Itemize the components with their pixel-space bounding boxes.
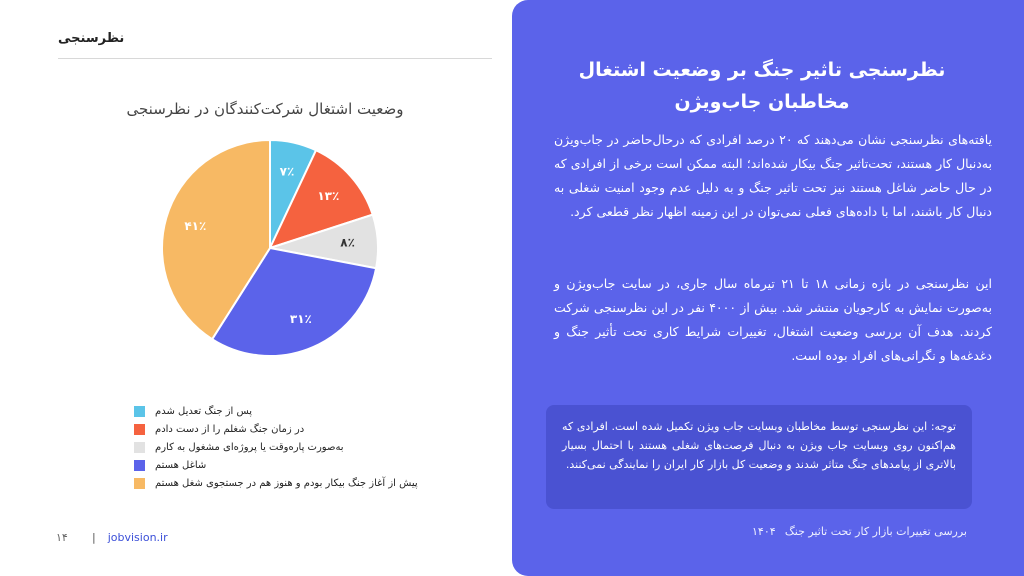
chart-legend [134, 403, 434, 493]
legend-label: شاغل هستم [155, 460, 207, 471]
pie-label-0: ۷٪ [279, 164, 295, 179]
legend-swatch [134, 478, 145, 489]
panel-title: نظرسنجی تاثیر جنگ بر وضعیت اشتغال مخاطبان جاب‌ویژن [578, 59, 946, 113]
legend-label: پس از جنگ تعدیل شدم [155, 406, 253, 417]
legend-label: در زمان جنگ شغلم را از دست دادم [155, 424, 305, 435]
site-link[interactable]: jobvision.ir [107, 530, 168, 544]
legend-item-3 [134, 457, 434, 474]
pie-chart [160, 138, 380, 358]
report-title: بررسی تغییرات بازار کار تحت تاثیر جنگ [784, 525, 967, 538]
pie-label-1: ۱۳٪ [317, 189, 340, 204]
legend-swatch [134, 424, 145, 435]
legend-item-4 [134, 475, 434, 492]
pie-label-3: ۳۱٪ [289, 311, 312, 326]
legend-swatch [134, 406, 145, 417]
methodology-paragraph: این نظرسنجی در بازه زمانی ۱۸ تا ۲۱ تیرماه سال جاری، در سایت جاب‌ویژن و به‌صورت نمایش به کارجویان منتشر شد. بیش از ۴۰۰۰ نفر در این نظرسنجی شرکت کردند. هدف آن بررسی وضعیت اشتغال، تغییرات شرایط کاری تحت تأثیر جنگ و دغدغه‌ها و نگرانی‌های افراد بوده است. [554, 276, 993, 363]
panel-footer [752, 525, 967, 538]
legend-label: پیش از آغاز جنگ بیکار بودم و هنوز هم در جستجوی شغل هستم [155, 478, 418, 489]
footer-separator: | [92, 530, 96, 544]
legend-swatch [134, 460, 145, 471]
page-number: ۱۴ [56, 530, 68, 544]
pie-label-4: ۴۱٪ [184, 218, 207, 233]
legend-item-0 [134, 403, 434, 420]
findings-paragraph: یافته‌های نظرسنجی نشان می‌دهند که ۲۰ درصد افرادی که درحال‌حاضر در جاب‌ویژن به‌دنبال کار هستند، تحت‌تاثیر جنگ بیکار شده‌اند؛ البته ممکن است برخی از افرادی که در حال حاضر شاغل هستند نیز تحت تاثیر جنگ و به دلیل عدم وجود امنیت شغلی به دنبال کار باشند، اما با داده‌های فعلی نمی‌توان در این زمینه اظهار نظر قطعی کرد. [554, 132, 992, 219]
report-year: ۱۴۰۴ [752, 525, 776, 538]
note-box: توجه: این نظرسنجی توسط مخاطبان وبسایت جاب ویژن تکمیل شده است. افرادی که هم‌اکنون روی وبسایت جاب ویژن به دنبال فرصت‌های شغلی هستند با احتمال بسیار بالاتری از پیامدهای جنگ متاثر شدند و وضعیت کل بازار کار ایران را نمایندگی نمی‌کنند. [546, 405, 972, 509]
legend-label: به‌صورت پاره‌وقت یا پروژه‌ای مشغول به کارم [155, 442, 344, 453]
chart-title: وضعیت اشتغال شرکت‌کنندگان در نظرسنجی [126, 100, 404, 118]
legend-swatch [134, 442, 145, 453]
footer-left [56, 529, 168, 545]
legend-item-2 [134, 439, 434, 456]
legend-item-1 [134, 421, 434, 438]
pie-label-2: ۸٪ [340, 235, 355, 250]
section-label: نظرسنجی [58, 31, 492, 59]
info-panel [512, 0, 1024, 576]
